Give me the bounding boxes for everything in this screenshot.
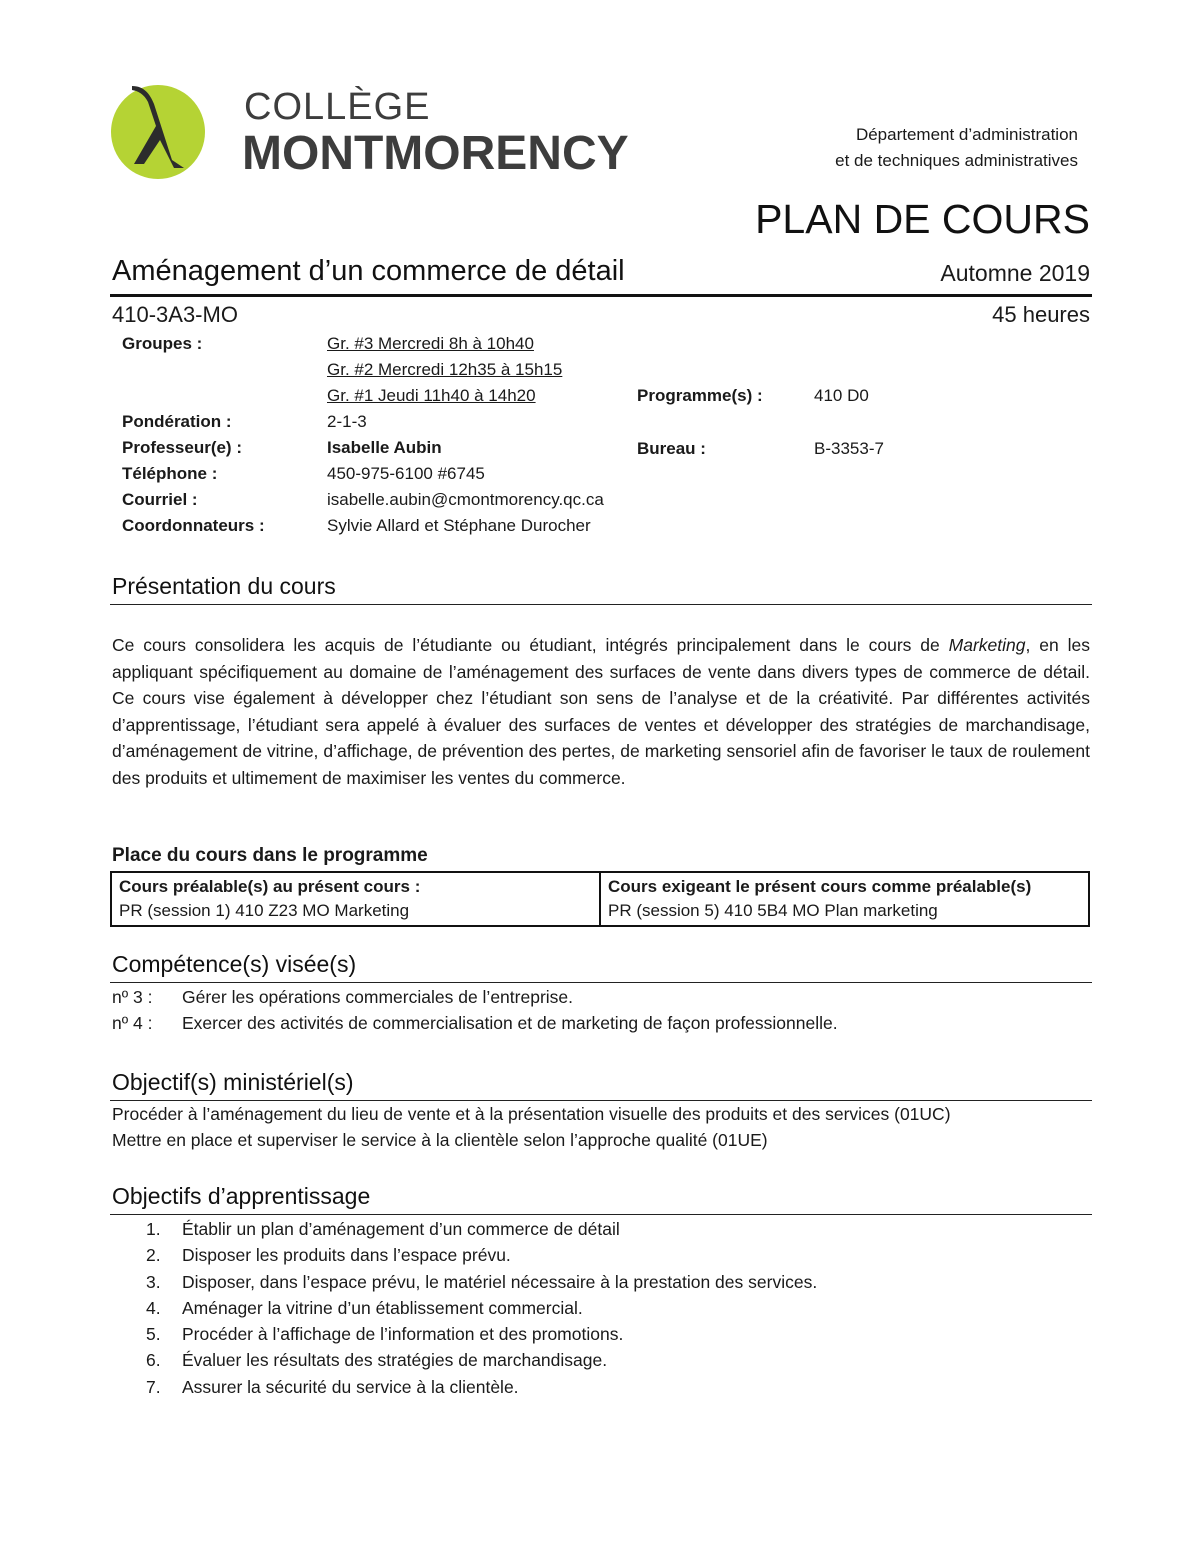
learning-item	[146, 1347, 817, 1373]
phone-label: Téléphone :	[122, 464, 218, 483]
place-heading: Place du cours dans le programme	[112, 845, 428, 866]
title-divider	[110, 294, 1092, 297]
groups-label: Groupes :	[122, 334, 203, 353]
learning-heading: Objectifs d’apprentissage	[112, 1183, 371, 1209]
term: Automne 2019	[940, 260, 1090, 286]
ministerial-list	[112, 1101, 951, 1153]
learning-number: 7.	[146, 1376, 161, 1397]
college-logo	[110, 82, 630, 182]
competence-number: nº 4 :	[112, 1013, 153, 1033]
learning-number: 1.	[146, 1219, 161, 1239]
course-hours: 45 heures	[992, 302, 1090, 327]
competence-text: Exercer des activités de commercialisation et de marketing de façon professionnelle.	[182, 1013, 838, 1033]
competence-text: Gérer les opérations commerciales de l’entreprise.	[182, 987, 573, 1007]
group-3: Gr. #3 Mercredi 8h à 10h40	[327, 334, 534, 353]
teacher-label: Professeur(e) :	[122, 438, 242, 457]
group-2: Gr. #2 Mercredi 12h35 à 15h15	[327, 360, 563, 379]
required-value: PR (session 5) 410 5B4 MO Plan marketing	[608, 901, 938, 920]
learning-number: 6.	[146, 1350, 161, 1371]
presentation-divider	[110, 604, 1092, 605]
prereq-header: Cours préalable(s) au présent cours :	[119, 877, 421, 896]
required-header: Cours exigeant le présent cours comme préalable(s)	[608, 877, 1032, 896]
phone-value: 450-975-6100 #6745	[327, 464, 485, 483]
competences-list	[112, 984, 838, 1036]
presentation-text-part1: Ce cours consolidera les acquis de l’étudiante ou étudiant, intégrés principalement dans le cours de	[112, 635, 949, 655]
program-value: 410 D0	[814, 386, 869, 405]
office-value: B-3353-7	[814, 439, 884, 458]
weighting-value: 2-1-3	[327, 412, 367, 431]
learning-number: 2.	[146, 1245, 161, 1266]
info-labels	[122, 331, 265, 539]
learning-item	[146, 1321, 817, 1347]
email-label: Courriel :	[122, 490, 198, 509]
info-values	[327, 331, 604, 539]
learning-number: 4.	[146, 1297, 161, 1318]
ministerial-item: Mettre en place et superviser le service à la clientèle selon l’approche qualité (01UE)	[112, 1130, 768, 1150]
learning-text: Disposer, dans l’espace prévu, le matériel nécessaire à la prestation des services.	[182, 1271, 818, 1292]
ministerial-heading: Objectif(s) ministériel(s)	[112, 1069, 354, 1095]
coordinators-label: Coordonnateurs :	[122, 516, 265, 535]
competences-divider	[110, 982, 1092, 983]
learning-text: Évaluer les résultats des stratégies de marchandisage.	[182, 1350, 608, 1371]
presentation-text-part2: , en les appliquant spécifiquement au domaine de l’aménagement des surfaces de vente dans divers types de commerce de détail. Ce cours vise également à développer chez l’étudiant son sens de l’analyse et de la créativité. Par différentes activités d’apprentissage, l’étudiant sera appelé à évaluer des surfaces de ventes et développer des stratégies de marchandisage, d’aménagement de vitrine, d’affichage, de prévention des pertes, de marketing sensoriel afin de favoriser le taux de roulement des produits et ultimement de maximiser les ventes du commerce.	[112, 635, 1090, 788]
prereq-value: PR (session 1) 410 Z23 MO Marketing	[119, 901, 410, 920]
ministerial-item: Procéder à l’aménagement du lieu de vente et à la présentation visuelle des produits et des services (01UC)	[112, 1104, 951, 1124]
competence-item	[112, 1010, 838, 1036]
learning-number: 3.	[146, 1271, 161, 1292]
weighting-label: Pondération :	[122, 412, 232, 431]
learning-list	[146, 1216, 817, 1400]
learning-item	[146, 1216, 817, 1242]
learning-text: Disposer les produits dans l’espace prévu.	[182, 1245, 511, 1266]
learning-item	[146, 1295, 817, 1321]
coordinators-value: Sylvie Allard et Stéphane Durocher	[327, 516, 591, 535]
competences-heading: Compétence(s) visée(s)	[112, 951, 357, 977]
learning-text: Établir un plan d’aménagement d’un commerce de détail	[182, 1219, 620, 1239]
presentation-text-italic: Marketing	[948, 635, 1026, 655]
department-line1: Département d’administration	[855, 125, 1078, 144]
learning-text: Aménager la vitrine d’un établissement commercial.	[182, 1297, 583, 1318]
learning-item	[146, 1242, 817, 1268]
course-code: 410-3A3-MO	[112, 302, 238, 327]
office-label: Bureau :	[637, 439, 706, 458]
logo-mark-icon	[110, 82, 210, 182]
learning-text: Procéder à l’affichage de l’information et des promotions.	[182, 1324, 624, 1345]
presentation-heading: Présentation du cours	[112, 573, 336, 599]
competence-number: nº 3 :	[112, 987, 153, 1007]
department-line2: et de techniques administratives	[835, 151, 1078, 170]
program-label: Programme(s) :	[637, 386, 763, 405]
teacher-value: Isabelle Aubin	[327, 438, 442, 457]
learning-item	[146, 1374, 817, 1400]
required-cell	[600, 872, 1089, 926]
email-value: isabelle.aubin@cmontmorency.qc.ca	[327, 490, 604, 509]
logo-text-montmorency: MONTMORENCY	[242, 127, 629, 180]
competence-item	[112, 984, 838, 1010]
department	[835, 122, 1078, 174]
course-title: Aménagement d’un commerce de détail	[112, 255, 625, 287]
prereq-cell	[111, 872, 600, 926]
learning-item	[146, 1269, 817, 1295]
place-table	[110, 871, 1090, 927]
learning-number: 5.	[146, 1324, 161, 1345]
logo-text-college: COLLÈGE	[244, 86, 431, 128]
learning-text: Assurer la sécurité du service à la clientèle.	[182, 1376, 519, 1397]
document-type: PLAN DE COURS	[755, 196, 1090, 242]
presentation-text	[112, 632, 1090, 791]
group-1: Gr. #1 Jeudi 11h40 à 14h20	[327, 386, 536, 405]
learning-divider	[110, 1214, 1092, 1215]
